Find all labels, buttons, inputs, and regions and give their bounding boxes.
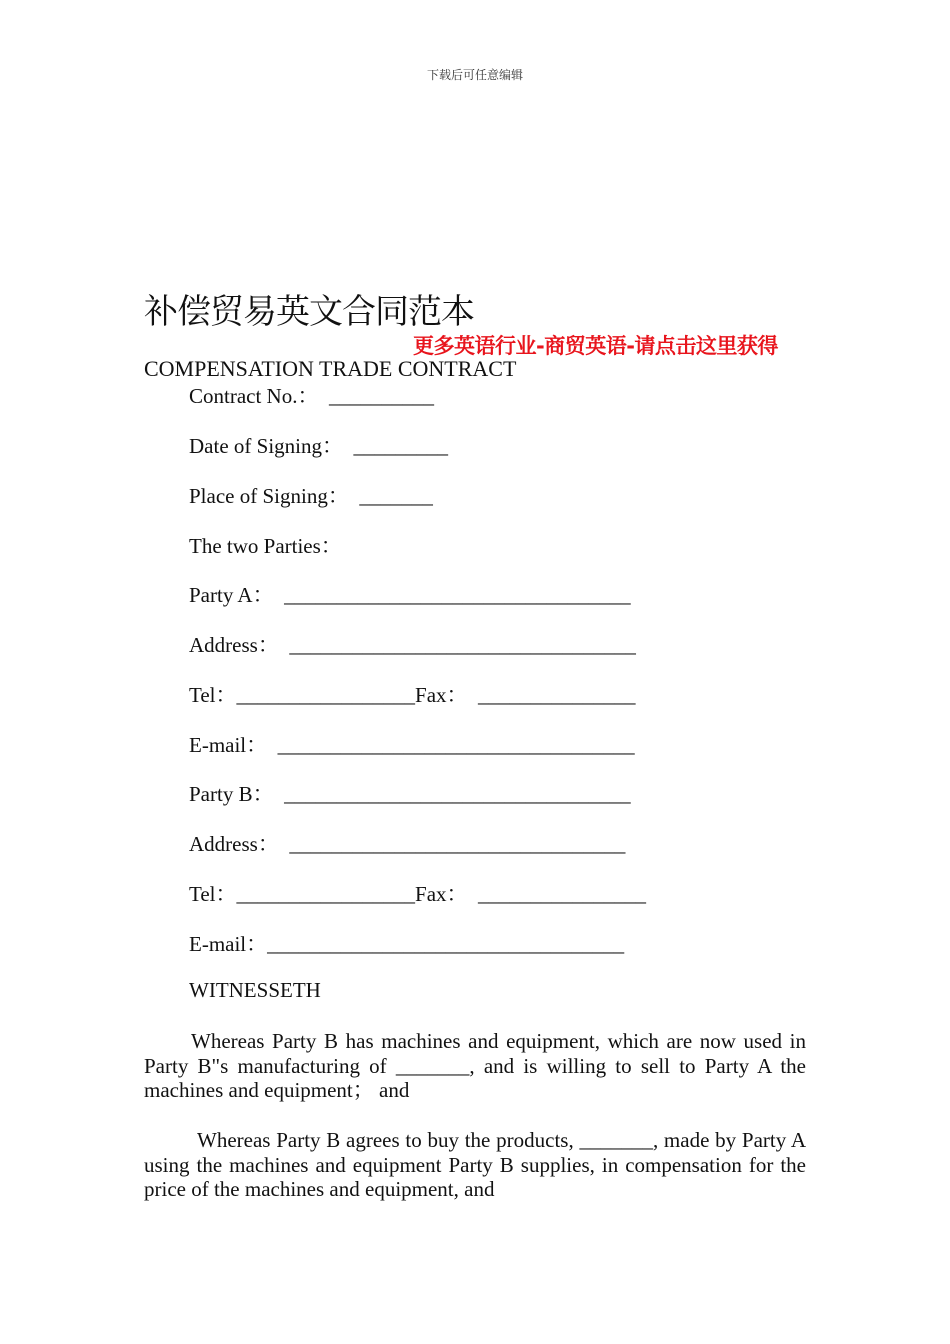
contract-heading: COMPENSATION TRADE CONTRACT xyxy=(144,356,517,381)
party-b-tel-fax-field: Tel：_________________Fax： ________________ xyxy=(189,882,647,906)
party-b-field: Party B： _________________________________ xyxy=(189,782,631,806)
whereas-paragraph-1 xyxy=(144,1029,806,1103)
party-b-address-field: Address： ________________________________ xyxy=(189,832,626,856)
party-b-email-field: E-mail：__________________________________ xyxy=(189,932,625,956)
two-parties-label: The two Parties： xyxy=(189,534,342,558)
whereas-paragraph-1-text: Whereas Party B has machines and equipment, which are now used in Party B"s manufacturing of _______, and is willing to sell to Party A the machines and equipment； and xyxy=(144,1029,806,1102)
date-of-signing-field: Date of Signing： _________ xyxy=(189,434,448,458)
party-a-email-field: E-mail： __________________________________ xyxy=(189,733,635,757)
witnesseth-heading: WITNESSETH xyxy=(189,978,321,1002)
party-a-tel-fax-field: Tel：_________________Fax： _______________ xyxy=(189,683,636,707)
promo-link[interactable]: 更多英语行业-商贸英语-请点击这里获得 xyxy=(413,334,778,358)
party-a-address-field: Address： _________________________________ xyxy=(189,633,636,657)
party-a-field: Party A： _________________________________ xyxy=(189,583,631,607)
whereas-paragraph-2-text: Whereas Party B agrees to buy the products, _______, made by Party A using the machines and equipment Party B supplies, in compensation for the price of the machines and equipment, and xyxy=(144,1128,806,1201)
header-note: 下载后可任意编辑 xyxy=(426,68,523,82)
place-of-signing-field: Place of Signing： _______ xyxy=(189,484,433,508)
whereas-paragraph-2 xyxy=(144,1128,806,1202)
contract-no-field: Contract No.： __________ xyxy=(189,384,434,408)
document-title: 补偿贸易英文合同范本 xyxy=(144,292,474,332)
